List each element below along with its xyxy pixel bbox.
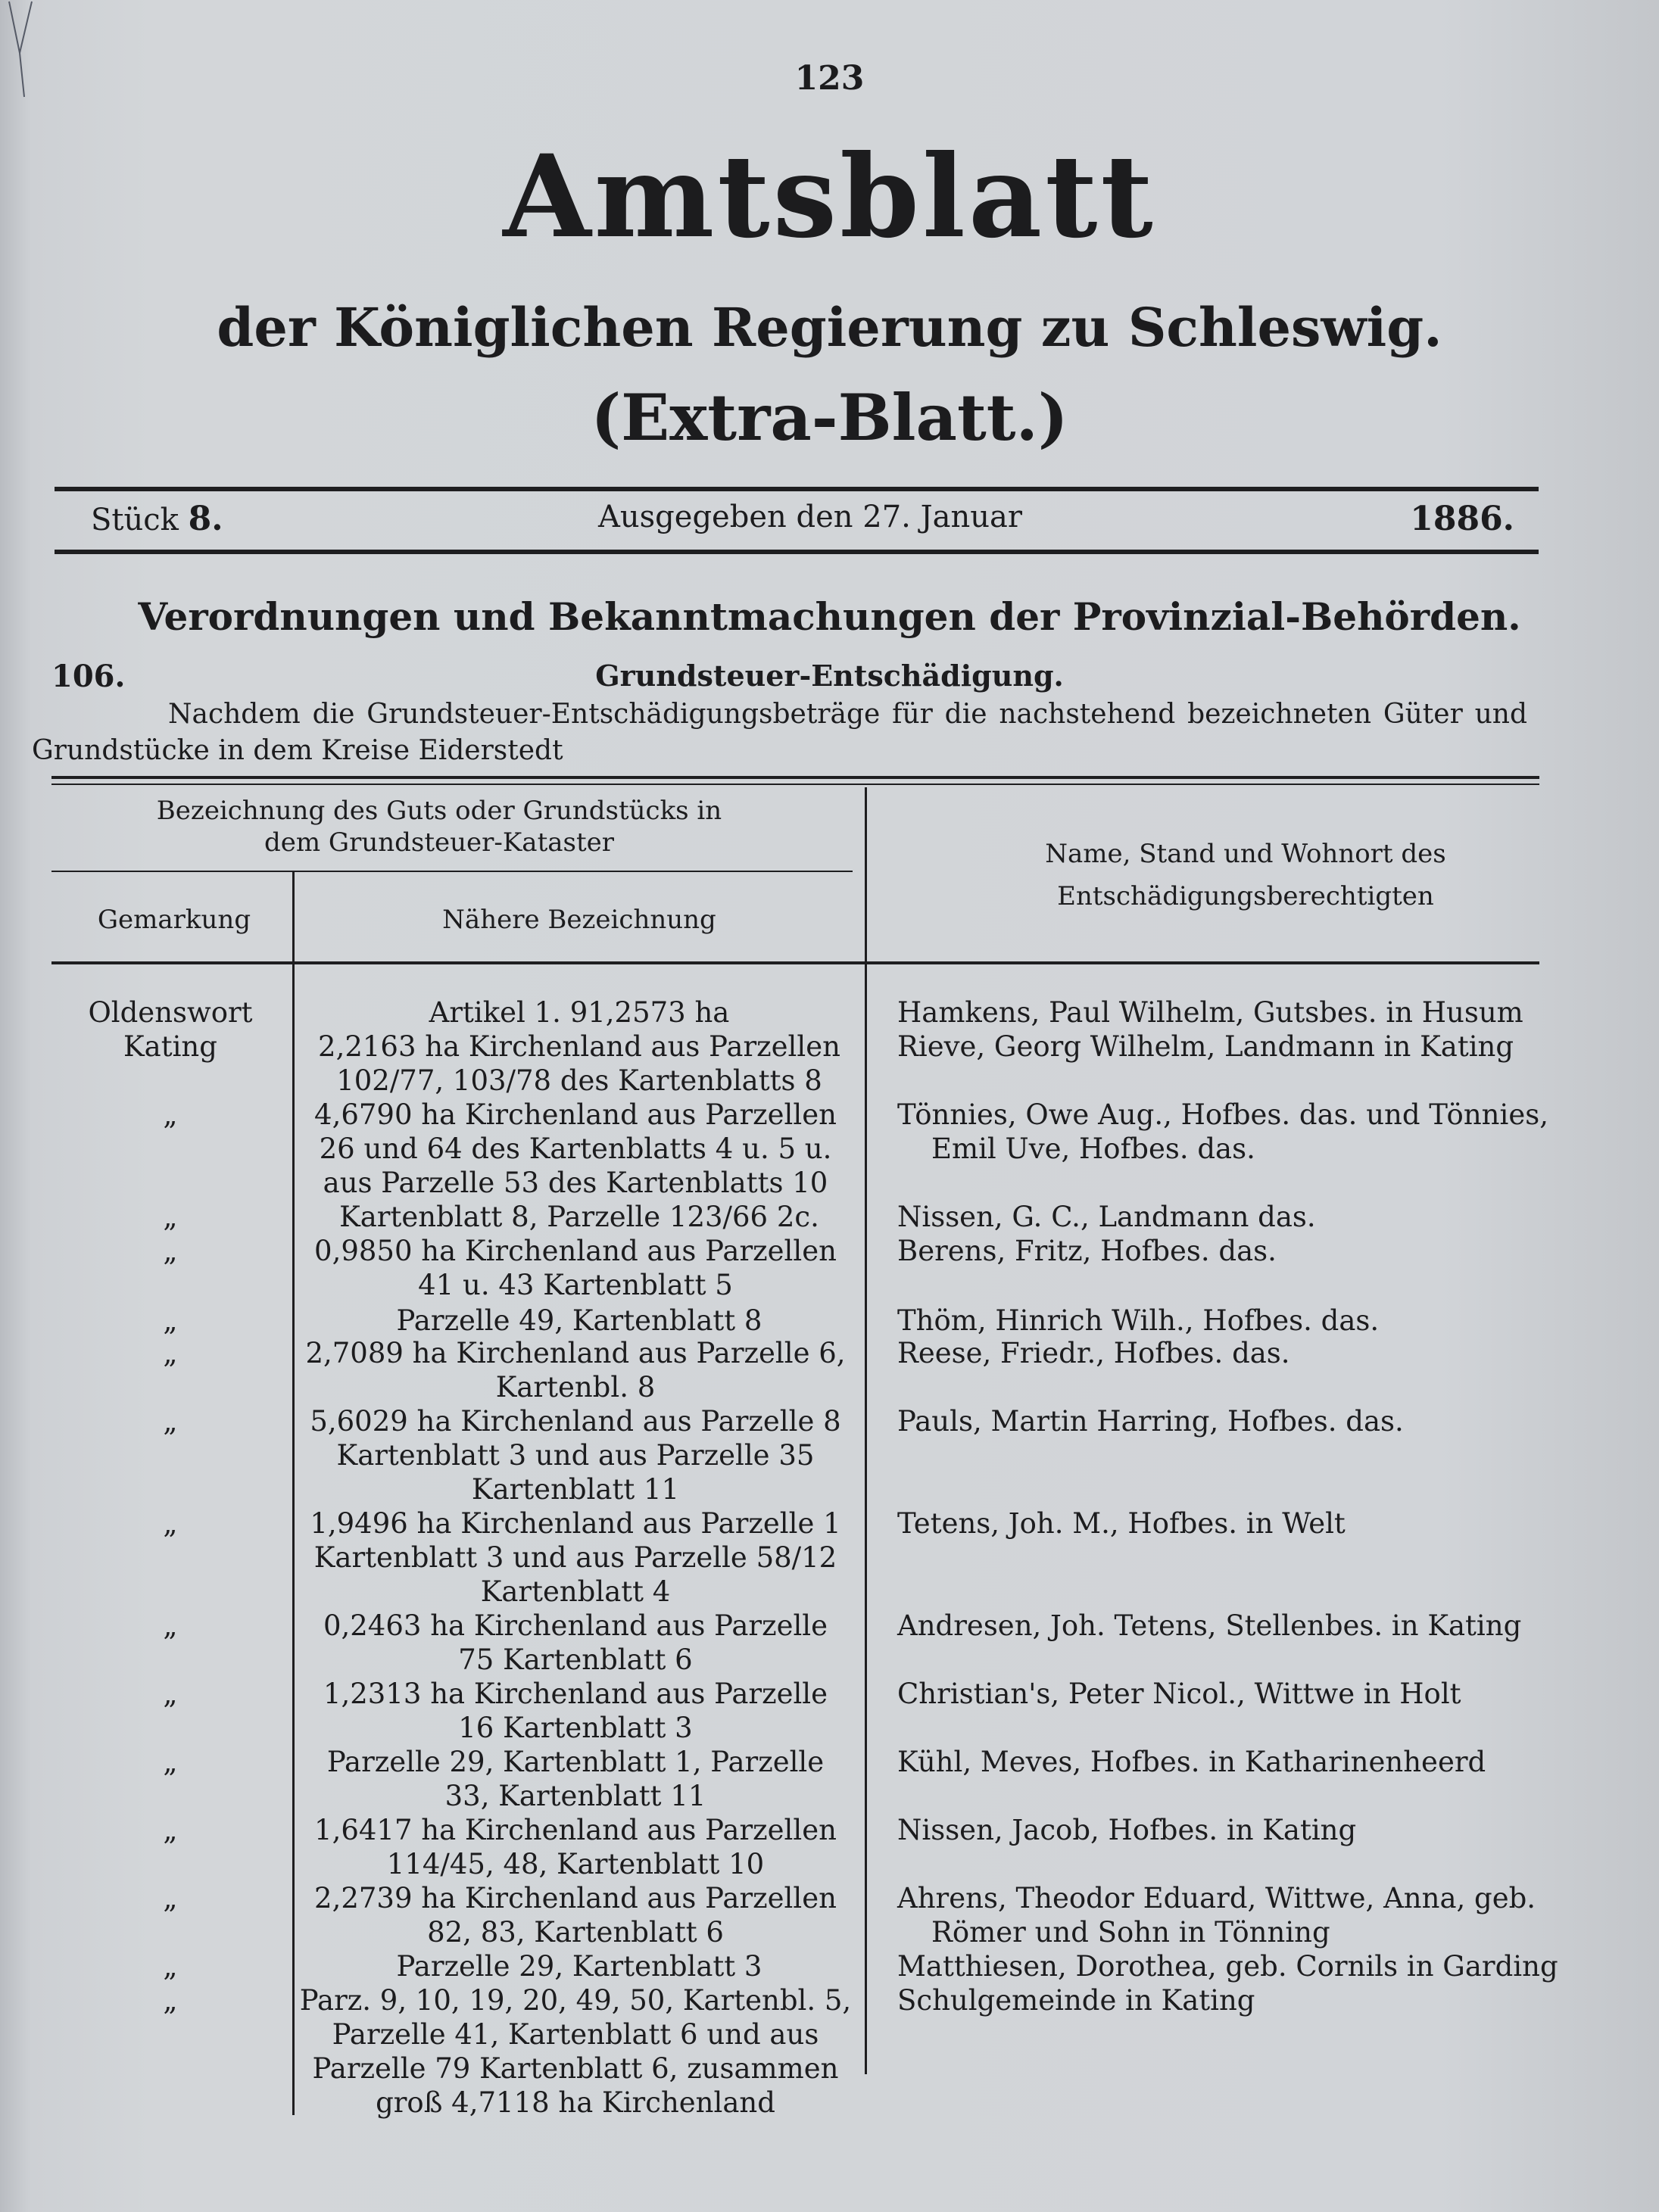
cell-name bbox=[897, 1098, 1564, 1166]
cell-name-line: Andresen, Joh. Tetens, Stellenbes. in Kating bbox=[897, 1609, 1522, 1642]
cell-gemarkung: „ bbox=[163, 1098, 178, 1131]
cell-name bbox=[897, 1813, 1564, 1847]
table-rule-header-bottom bbox=[51, 961, 1539, 964]
cell-name-line: Kühl, Meves, Hofbes. in Katharinenheerd bbox=[897, 1746, 1486, 1778]
masthead-title: Amtsblatt bbox=[503, 130, 1156, 263]
cell-name-line: Thöm, Hinrich Wilh., Hofbes. das. bbox=[897, 1304, 1380, 1337]
cell-name-continuation: Römer und Sohn in Tönning bbox=[931, 1916, 1330, 1949]
cell-name-line: Tetens, Joh. M., Hofbes. in Welt bbox=[897, 1507, 1346, 1540]
cell-gemarkung: „ bbox=[163, 1337, 178, 1369]
header-rule-bottom bbox=[55, 550, 1539, 554]
column-header-name: Name, Stand und Wohnort des Entschädigungsberechtigten bbox=[1045, 839, 1446, 911]
cell-gemarkung: „ bbox=[163, 1678, 178, 1710]
cell-gemarkung: „ bbox=[163, 1814, 178, 1846]
table-rule-top-2 bbox=[51, 784, 1539, 785]
cell-name-line: Matthiesen, Dorothea, geb. Cornils in Garding bbox=[897, 1950, 1558, 1983]
cell-name-line: Nissen, G. C., Landmann das. bbox=[897, 1201, 1316, 1233]
cell-bezeichnung: 0,9850 ha Kirchenland aus Parzellen 41 u. 43 Kartenblatt 5 bbox=[314, 1235, 837, 1301]
cell-gemarkung: „ bbox=[163, 1201, 178, 1233]
cell-name bbox=[897, 1745, 1564, 1779]
cell-gemarkung: Oldenswort bbox=[88, 996, 253, 1029]
cell-gemarkung: Kating bbox=[123, 1030, 217, 1063]
cell-name-line: Pauls, Martin Harring, Hofbes. das. bbox=[897, 1405, 1404, 1438]
issue-number-value: 8. bbox=[188, 500, 223, 538]
cell-name-line: Schulgemeinde in Kating bbox=[897, 1984, 1255, 2017]
cell-bezeichnung: 2,7089 ha Kirchenland aus Parzelle 6, Kartenbl. 8 bbox=[305, 1337, 846, 1404]
cell-name bbox=[897, 1304, 1564, 1338]
cell-gemarkung: „ bbox=[163, 1609, 178, 1642]
cell-gemarkung: „ bbox=[163, 1405, 178, 1438]
issue-label: Stück bbox=[91, 503, 179, 537]
cell-name-line: Rieve, Georg Wilhelm, Landmann in Kating bbox=[897, 1030, 1514, 1063]
cell-gemarkung: „ bbox=[163, 1235, 178, 1267]
cell-name bbox=[897, 1336, 1564, 1370]
cell-bezeichnung: 2,2163 ha Kirchenland aus Parzellen 102/77, 103/78 des Kartenblatts 8 bbox=[318, 1030, 840, 1097]
cell-name bbox=[897, 995, 1564, 1030]
cell-name-continuation: Emil Uve, Hofbes. das. bbox=[931, 1132, 1255, 1165]
cell-name-line: Ahrens, Theodor Eduard, Wittwe, Anna, geb. bbox=[897, 1882, 1536, 1914]
cell-name-line: Nissen, Jacob, Hofbes. in Kating bbox=[897, 1814, 1357, 1846]
cell-name bbox=[897, 1404, 1564, 1438]
column-header-bezeichnung: Nähere Bezeichnung bbox=[442, 905, 716, 935]
cell-bezeichnung: Parzelle 29, Kartenblatt 3 bbox=[396, 1950, 762, 1983]
cell-name-line: Berens, Fritz, Hofbes. das. bbox=[897, 1235, 1277, 1267]
cell-bezeichnung: 4,6790 ha Kirchenland aus Parzellen 26 und 64 des Kartenblatts 4 u. 5 u. aus Parzelle 53 des Kartenblatts 10 bbox=[314, 1098, 837, 1199]
cell-name bbox=[897, 1234, 1564, 1268]
cell-gemarkung: „ bbox=[163, 1984, 178, 2017]
section-heading: Verordnungen und Bekanntmachungen der Provinzial-Behörden. bbox=[138, 594, 1521, 639]
column-group-header: Bezeichnung des Guts oder Grundstücks in dem Grundsteuer-Kataster bbox=[156, 796, 722, 858]
cell-gemarkung: „ bbox=[163, 1304, 178, 1337]
cell-gemarkung: „ bbox=[163, 1882, 178, 1914]
table-rule-top-1 bbox=[51, 776, 1539, 779]
cell-bezeichnung: 1,6417 ha Kirchenland aus Parzellen 114/45, 48, Kartenblatt 10 bbox=[314, 1814, 837, 1880]
cell-bezeichnung: Parzelle 29, Kartenblatt 1, Parzelle 33, Kartenblatt 11 bbox=[326, 1746, 825, 1812]
notice-intro: Nachdem die Grundsteuer-Entschädigungsbeträge für die nachstehend bezeichneten Güter und Grundstücke in dem Kreise Eiderstedt bbox=[32, 699, 1527, 766]
table-divider-2 bbox=[865, 787, 867, 2074]
cell-bezeichnung: 5,6029 ha Kirchenland aus Parzelle 8 Kartenblatt 3 und aus Parzelle 35 Kartenblatt 11 bbox=[310, 1405, 841, 1506]
cell-gemarkung: „ bbox=[163, 1746, 178, 1778]
cell-gemarkung: „ bbox=[163, 1950, 178, 1983]
masthead-edition: (Extra-Blatt.) bbox=[591, 380, 1068, 455]
cell-name bbox=[897, 1030, 1564, 1064]
cell-gemarkung: „ bbox=[163, 1507, 178, 1540]
cell-name-line: Hamkens, Paul Wilhelm, Gutsbes. in Husum bbox=[897, 996, 1523, 1029]
cell-bezeichnung: 1,2313 ha Kirchenland aus Parzelle 16 Kartenblatt 3 bbox=[323, 1678, 828, 1744]
cell-name bbox=[897, 1677, 1564, 1711]
table-rule-group bbox=[51, 871, 853, 872]
cell-bezeichnung: Artikel 1. 91,2573 ha bbox=[429, 996, 730, 1029]
cell-name bbox=[897, 1609, 1564, 1643]
cell-bezeichnung: 1,9496 ha Kirchenland aus Parzelle 1 Kartenblatt 3 und aus Parzelle 58/12 Kartenblatt 4 bbox=[310, 1507, 841, 1608]
notice-number: 106. bbox=[51, 659, 126, 694]
table-divider-1 bbox=[292, 872, 295, 961]
cell-name-line: Reese, Friedr., Hofbes. das. bbox=[897, 1337, 1290, 1369]
issue-number bbox=[91, 500, 223, 538]
header-rule-top bbox=[55, 487, 1539, 491]
cell-name bbox=[897, 1983, 1564, 2017]
notice-title: Grundsteuer-Entschädigung. bbox=[595, 659, 1064, 693]
issue-year: 1886. bbox=[1410, 500, 1514, 538]
cell-bezeichnung: 2,2739 ha Kirchenland aus Parzellen 82, 83, Kartenblatt 6 bbox=[314, 1882, 837, 1949]
cell-name bbox=[897, 1881, 1564, 1949]
cell-name bbox=[897, 1506, 1564, 1541]
cell-bezeichnung: Parzelle 49, Kartenblatt 8 bbox=[396, 1304, 762, 1337]
cell-bezeichnung: 0,2463 ha Kirchenland aus Parzelle 75 Kartenblatt 6 bbox=[323, 1609, 828, 1676]
cell-name bbox=[897, 1949, 1564, 1983]
cell-bezeichnung: Parz. 9, 10, 19, 20, 49, 50, Kartenbl. 5, Parzelle 41, Kartenblatt 6 und aus Parzelle 79 Kartenblatt 6, zusammen groß 4,7118 ha Kirchenland bbox=[299, 1984, 852, 2119]
issue-line bbox=[91, 500, 1514, 545]
page-number: 123 bbox=[794, 59, 865, 98]
masthead-subtitle: der Königlichen Regierung zu Schleswig. bbox=[217, 296, 1442, 359]
column-header-gemarkung: Gemarkung bbox=[97, 905, 251, 935]
issue-date: Ausgegeben den 27. Januar bbox=[598, 500, 1022, 534]
cell-name-line: Christian's, Peter Nicol., Wittwe in Holt bbox=[897, 1678, 1461, 1710]
cell-name-line: Tönnies, Owe Aug., Hofbes. das. und Tönnies, bbox=[897, 1098, 1548, 1131]
cell-bezeichnung: Kartenblatt 8, Parzelle 123/66 2c. bbox=[339, 1201, 819, 1233]
cell-name bbox=[897, 1200, 1564, 1234]
